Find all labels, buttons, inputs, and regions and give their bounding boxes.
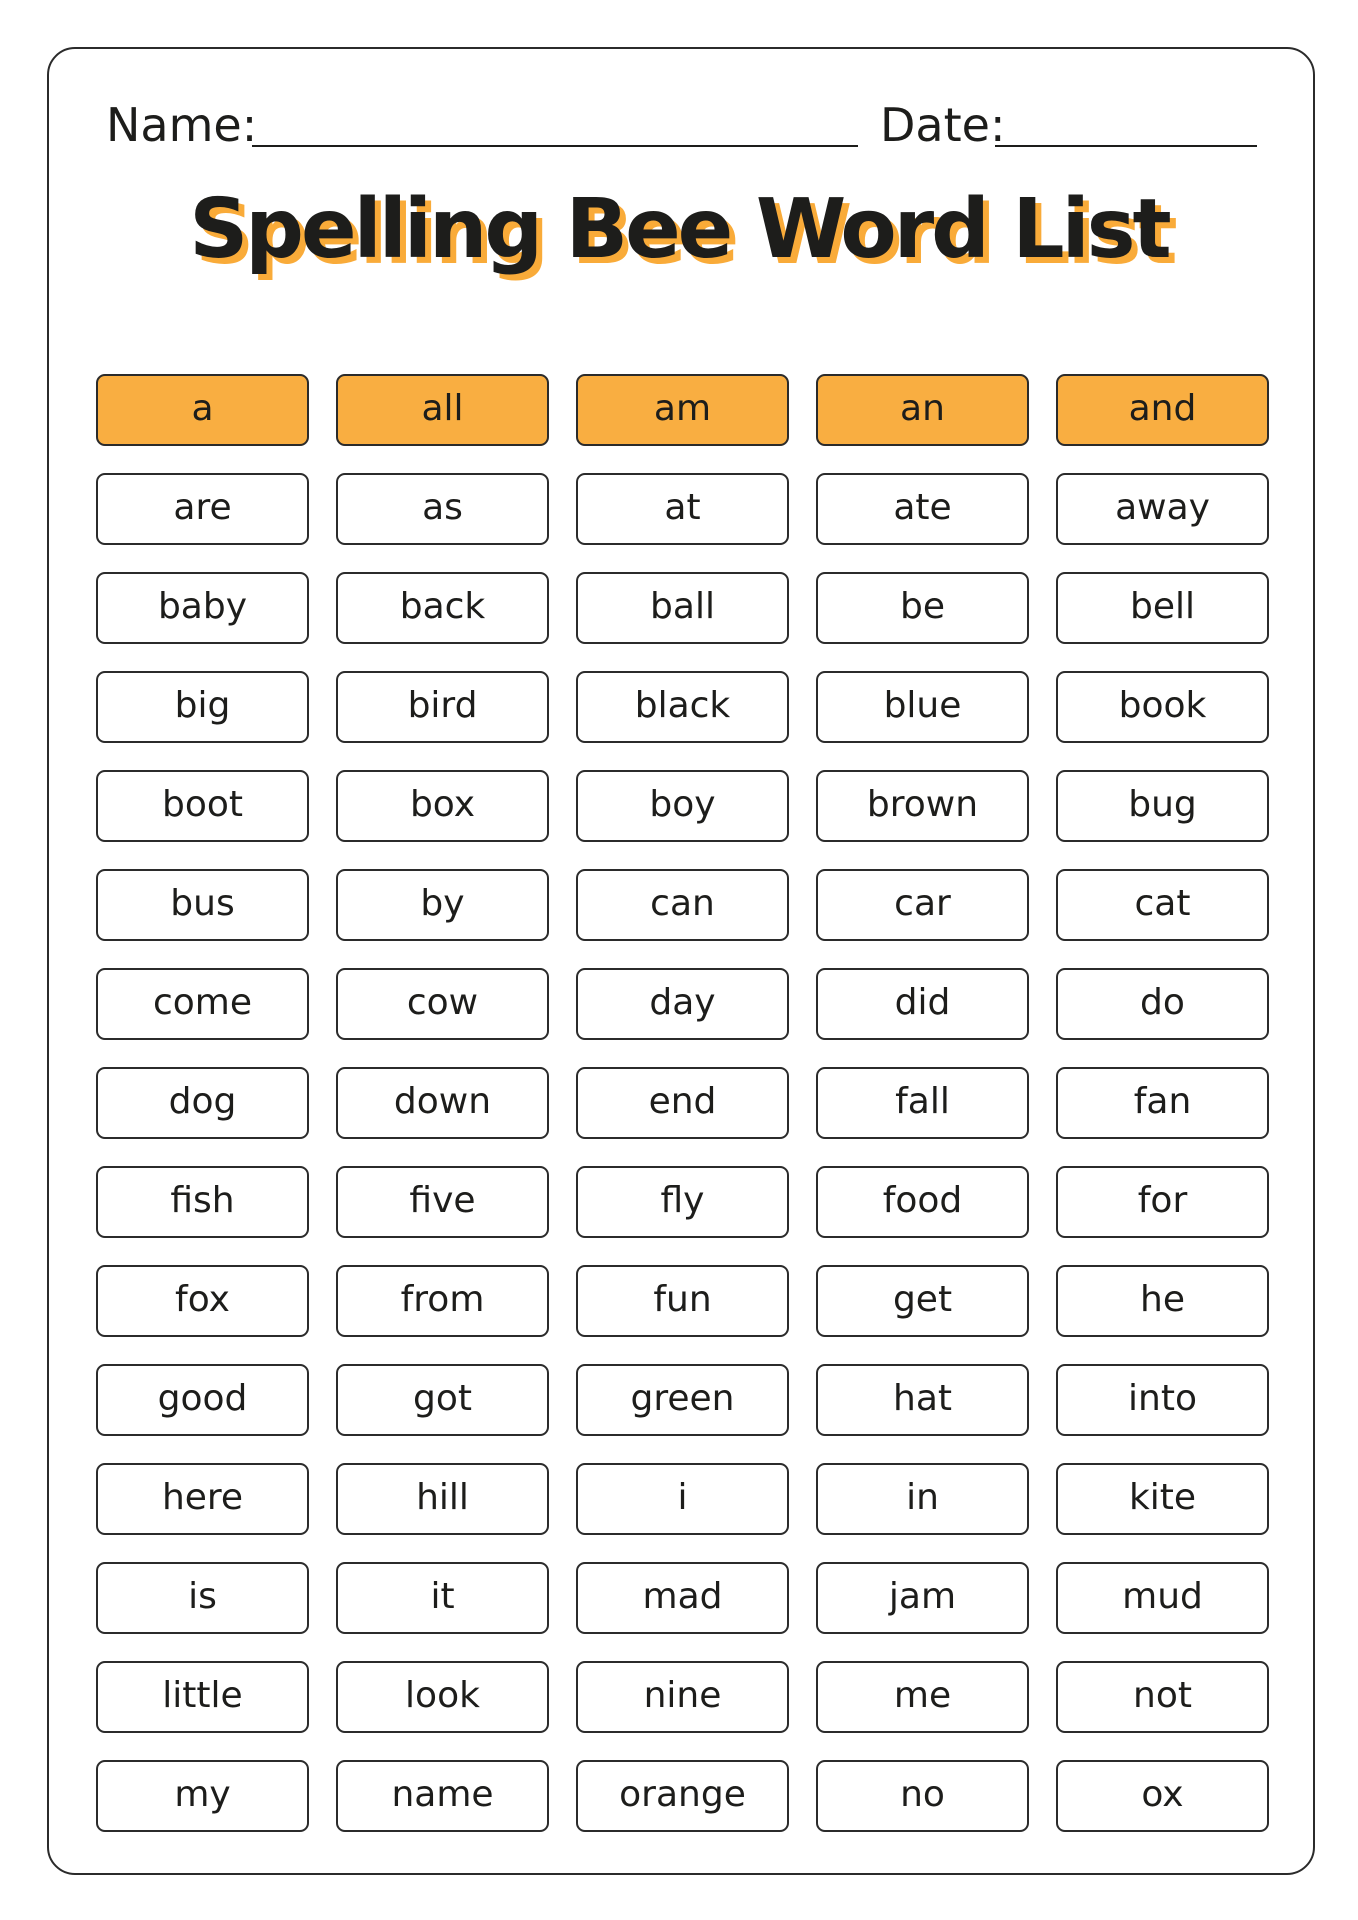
- word-cell: can: [576, 869, 789, 941]
- word-cell: nine: [576, 1661, 789, 1733]
- word-cell: baby: [96, 572, 309, 644]
- word-cell: ball: [576, 572, 789, 644]
- word-cell: look: [336, 1661, 549, 1733]
- word-cell: cow: [336, 968, 549, 1040]
- word-cell: all: [336, 374, 549, 446]
- word-cell: come: [96, 968, 309, 1040]
- word-cell: five: [336, 1166, 549, 1238]
- word-cell: do: [1056, 968, 1269, 1040]
- word-cell: dog: [96, 1067, 309, 1139]
- word-cell: name: [336, 1760, 549, 1832]
- word-cell: for: [1056, 1166, 1269, 1238]
- date-field[interactable]: [995, 145, 1257, 147]
- word-cell: are: [96, 473, 309, 545]
- name-field[interactable]: [252, 145, 858, 147]
- word-cell: i: [576, 1463, 789, 1535]
- word-cell: black: [576, 671, 789, 743]
- word-cell: here: [96, 1463, 309, 1535]
- word-cell: me: [816, 1661, 1029, 1733]
- word-cell: ate: [816, 473, 1029, 545]
- word-cell: kite: [1056, 1463, 1269, 1535]
- word-cell: it: [336, 1562, 549, 1634]
- word-grid: [96, 374, 1272, 1832]
- word-cell: little: [96, 1661, 309, 1733]
- word-cell: fox: [96, 1265, 309, 1337]
- word-cell: brown: [816, 770, 1029, 842]
- word-cell: fun: [576, 1265, 789, 1337]
- word-cell: no: [816, 1760, 1029, 1832]
- word-cell: blue: [816, 671, 1029, 743]
- word-cell: jam: [816, 1562, 1029, 1634]
- word-cell: boot: [96, 770, 309, 842]
- word-cell: back: [336, 572, 549, 644]
- word-cell: bird: [336, 671, 549, 743]
- word-cell: good: [96, 1364, 309, 1436]
- title-container: [0, 175, 1358, 285]
- word-cell: not: [1056, 1661, 1269, 1733]
- word-cell: box: [336, 770, 549, 842]
- word-cell: mad: [576, 1562, 789, 1634]
- date-label: Date:: [880, 98, 1006, 152]
- name-label: Name:: [106, 98, 258, 152]
- word-cell: got: [336, 1364, 549, 1436]
- word-cell: be: [816, 572, 1029, 644]
- page-title: Spelling Bee Word List: [189, 182, 1169, 277]
- word-cell: green: [576, 1364, 789, 1436]
- word-cell: bus: [96, 869, 309, 941]
- word-cell: a: [96, 374, 309, 446]
- word-cell: into: [1056, 1364, 1269, 1436]
- word-cell: car: [816, 869, 1029, 941]
- word-cell: fly: [576, 1166, 789, 1238]
- word-cell: and: [1056, 374, 1269, 446]
- word-cell: book: [1056, 671, 1269, 743]
- word-cell: orange: [576, 1760, 789, 1832]
- word-cell: cat: [1056, 869, 1269, 941]
- word-cell: hat: [816, 1364, 1029, 1436]
- word-cell: away: [1056, 473, 1269, 545]
- word-cell: he: [1056, 1265, 1269, 1337]
- word-cell: is: [96, 1562, 309, 1634]
- word-cell: did: [816, 968, 1029, 1040]
- word-cell: by: [336, 869, 549, 941]
- word-cell: fish: [96, 1166, 309, 1238]
- word-cell: boy: [576, 770, 789, 842]
- word-cell: am: [576, 374, 789, 446]
- word-cell: at: [576, 473, 789, 545]
- word-cell: fan: [1056, 1067, 1269, 1139]
- word-cell: get: [816, 1265, 1029, 1337]
- word-cell: from: [336, 1265, 549, 1337]
- word-cell: bug: [1056, 770, 1269, 842]
- word-cell: an: [816, 374, 1029, 446]
- word-cell: down: [336, 1067, 549, 1139]
- word-cell: day: [576, 968, 789, 1040]
- word-cell: ox: [1056, 1760, 1269, 1832]
- word-cell: fall: [816, 1067, 1029, 1139]
- word-cell: end: [576, 1067, 789, 1139]
- word-cell: my: [96, 1760, 309, 1832]
- word-cell: hill: [336, 1463, 549, 1535]
- word-cell: mud: [1056, 1562, 1269, 1634]
- word-cell: bell: [1056, 572, 1269, 644]
- word-cell: in: [816, 1463, 1029, 1535]
- word-cell: big: [96, 671, 309, 743]
- word-cell: as: [336, 473, 549, 545]
- word-cell: food: [816, 1166, 1029, 1238]
